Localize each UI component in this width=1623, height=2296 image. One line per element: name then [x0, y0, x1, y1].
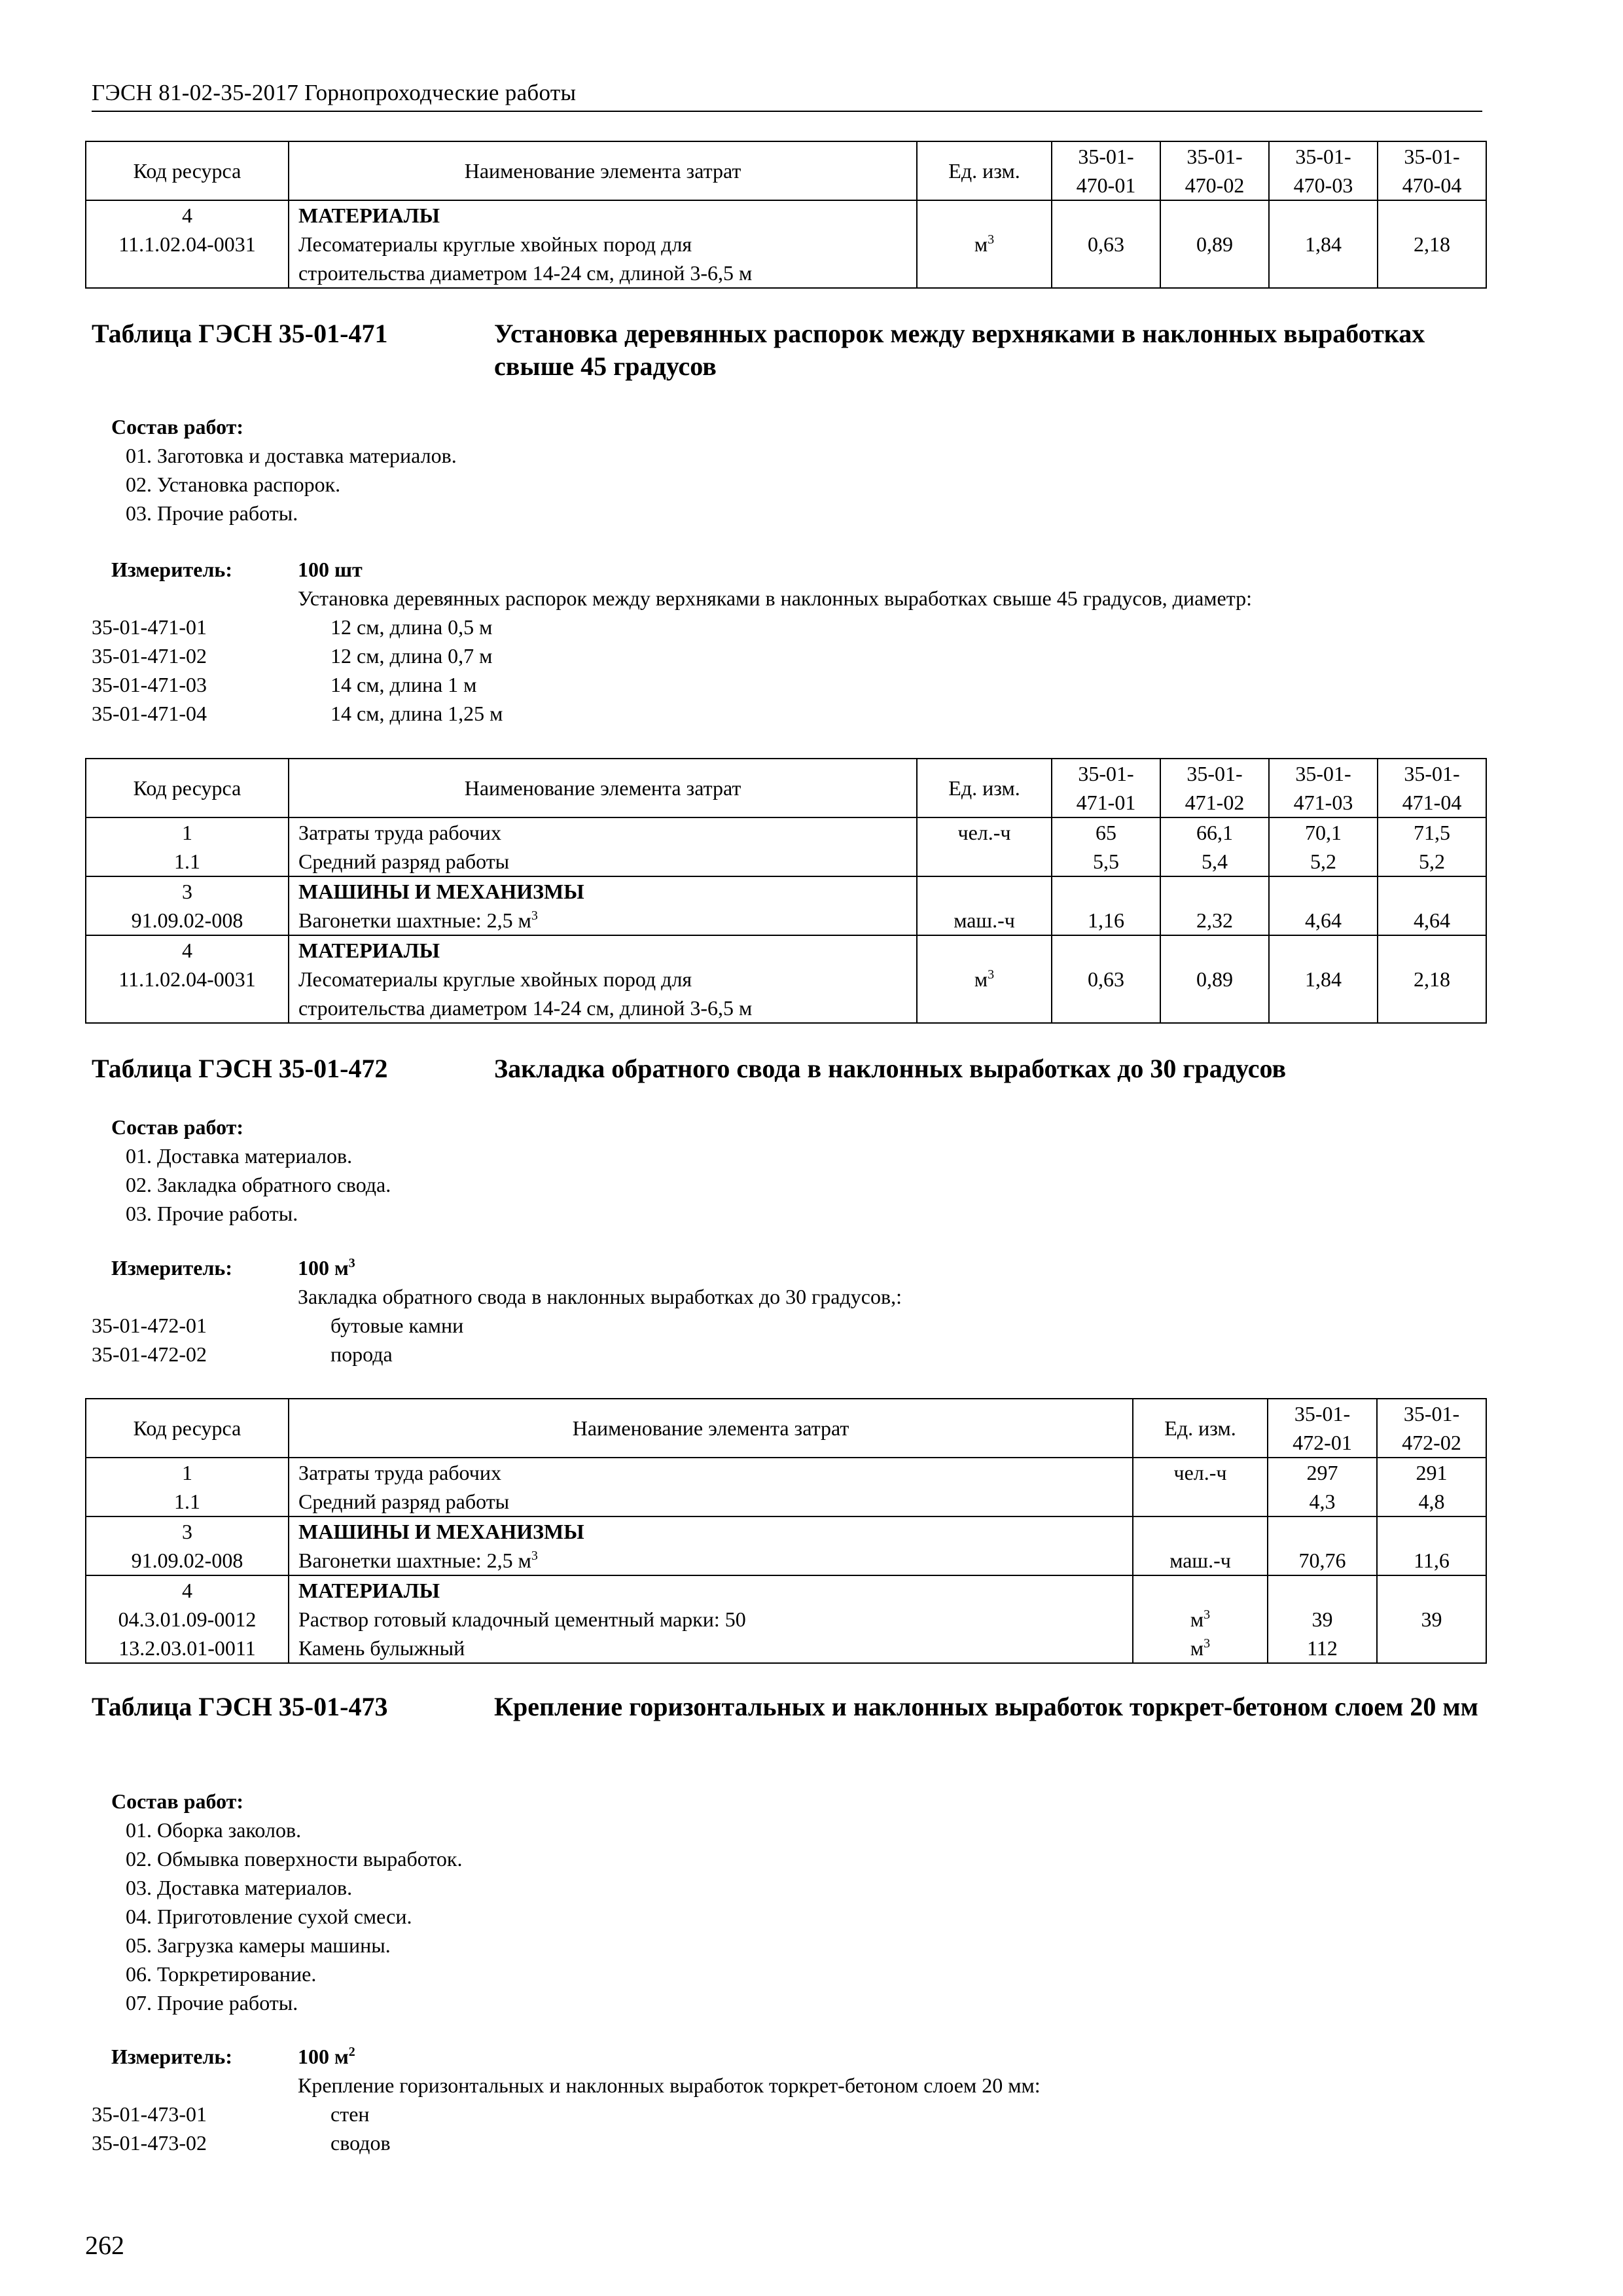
header-col-4: 35-01- 470-04	[1378, 141, 1486, 200]
table-row: 4 04.3.01.09-0012 13.2.03.01-0011 МАТЕРИАЛЫ Раствор готовый кладочный цементный марки: 50 Камень булыжный $м^3$ $м^3$ 39 112 39	[86, 1575, 1486, 1663]
table-row	[86, 200, 1486, 288]
table-row: 1 1.1 Затраты труда рабочих Средний разряд работы чел.-ч 297 4,3 291 4,8	[86, 1458, 1486, 1516]
meter-description: Закладка обратного свода в наклонных выработках до 30 градусов,:	[298, 1285, 902, 1308]
value-col-3: 1,84	[1269, 200, 1378, 288]
composition-item: 03. Доставка материалов.	[126, 1876, 353, 1899]
resource-table-470	[85, 141, 1487, 289]
header-unit: Ед. изм.	[1133, 1399, 1268, 1458]
header-col-1: 35-01- 470-01	[1052, 141, 1160, 200]
composition-item: 06. Торкретирование.	[126, 1962, 317, 1986]
page-number: 262	[85, 2231, 124, 2260]
table-number: Таблица ГЭСН 35-01-473	[92, 1692, 388, 1721]
header-col-2: 35-01- 472-02	[1377, 1399, 1486, 1458]
meter-description: Крепление горизонтальных и наклонных выработок торкрет-бетоном слоем 20 мм:	[298, 2073, 1041, 2097]
header-col-3: 35-01- 471-03	[1269, 759, 1378, 817]
meter-block-472: Измеритель: 100 $м^3$ Закладка обратного свода в наклонных выработках до 30 градусов,: 35-01-472-01 бутовые камни 35-01-472-02 порода	[92, 1253, 1492, 1369]
header-col-2: 35-01- 470-02	[1160, 141, 1269, 200]
work-composition-472	[111, 1113, 391, 1228]
meter-block-473: Измеритель: 100 $м^2$ Крепление горизонтальных и наклонных выработок торкрет-бетоном слоем 20 мм: 35-01-473-01 стен 35-01-473-02 сводов	[92, 2042, 1492, 2157]
table-number: Таблица ГЭСН 35-01-472	[92, 1054, 388, 1083]
value-col-4: 2,18	[1378, 200, 1486, 288]
composition-heading: Состав работ:	[111, 1789, 244, 1813]
table-title: Установка деревянных распорок между верхняками в наклонных выработках свыше 45 градусов	[494, 319, 1425, 381]
table-row: 4 11.1.02.04-0031 МАТЕРИАЛЫ Лесоматериалы круглые хвойных пород для строительства диаметром 14-24 см, длиной 3-6,5 м $м^3$ 0,63 0,89 1,84 2,18	[86, 935, 1486, 1023]
resource-code: 11.1.02.04-0031	[118, 232, 256, 256]
header-code: Код ресурса	[86, 141, 289, 200]
header-code: Код ресурса	[86, 759, 289, 817]
running-header: ГЭСН 81-02-35-2017 Горнопроходческие работы	[92, 77, 1482, 112]
composition-item: 01. Доставка материалов.	[126, 1144, 353, 1168]
value-col-2: 0,89	[1160, 200, 1269, 288]
meter-value: 100 $м^3$	[298, 1256, 355, 1280]
composition-item: 04. Приготовление сухой смеси.	[126, 1905, 412, 1928]
section-code: 4	[182, 204, 192, 227]
header-unit: Ед. изм.	[917, 759, 1052, 817]
meter-label: Измеритель:	[111, 2045, 232, 2068]
table-row: 1 1.1 Затраты труда рабочих Средний разряд работы чел.-ч 65 5,5 66,1 5,4 70,1 5,2 71,5 5,2	[86, 817, 1486, 876]
meter-block-471: Измеритель: 100 шт Установка деревянных распорок между верхняками в наклонных выработках свыше 45 градусов, диаметр: 35-01-471-01 12 см, длина 0,5 м 35-01-471-02 12 см, длина 0,7 м 35-01-471-03 14 см, длина 1 м 35-01-471-04 14 см, длина 1,25 м	[92, 555, 1492, 728]
composition-item: 01. Оборка заколов.	[126, 1818, 302, 1842]
table-header-row	[86, 141, 1486, 200]
meter-description: Установка деревянных распорок между верхняками в наклонных выработках свыше 45 градусов, диаметр:	[298, 586, 1252, 610]
header-unit: Ед. изм.	[917, 141, 1052, 200]
meter-label: Измеритель:	[111, 1256, 232, 1280]
section-title: МАТЕРИАЛЫ	[298, 204, 440, 227]
work-composition-473	[111, 1787, 462, 2017]
composition-heading: Состав работ:	[111, 1115, 244, 1139]
resource-table-471	[85, 758, 1487, 1024]
header-name: Наименование элемента затрат	[289, 141, 917, 200]
resource-name-line-1: Лесоматериалы круглые хвойных пород для	[298, 232, 692, 256]
composition-item: 02. Закладка обратного свода.	[126, 1173, 391, 1196]
table-row: 3 91.09.02-008 МАШИНЫ И МЕХАНИЗМЫ Вагонетки шахтные: 2,5 $м^3$ маш.-ч 70,76 11,6	[86, 1516, 1486, 1575]
resource-name-line-2: строительства диаметром 14-24 см, длиной 3-6,5 м	[298, 261, 753, 285]
work-composition-471	[111, 412, 457, 528]
table-473-heading	[92, 1691, 1495, 1756]
table-row: 3 91.09.02-008 МАШИНЫ И МЕХАНИЗМЫ Вагонетки шахтные: 2,5 $м^3$ маш.-ч 1,16 2,32 4,64 4,64	[86, 876, 1486, 935]
value-col-1: 0,63	[1052, 200, 1160, 288]
composition-item: 02. Установка распорок.	[126, 473, 341, 496]
table-472-heading	[92, 1052, 1495, 1085]
resource-table-472	[85, 1398, 1487, 1664]
composition-item: 02. Обмывка поверхности выработок.	[126, 1847, 463, 1871]
table-header-row	[86, 1399, 1486, 1458]
table-title: Закладка обратного свода в наклонных выработках до 30 градусов	[494, 1054, 1287, 1083]
header-name: Наименование элемента затрат	[289, 1399, 1133, 1458]
composition-item: 03. Прочие работы.	[126, 1202, 298, 1225]
table-number: Таблица ГЭСН 35-01-471	[92, 319, 388, 348]
meter-label: Измеритель:	[111, 558, 232, 581]
header-code: Код ресурса	[86, 1399, 289, 1458]
composition-item: 01. Заготовка и доставка материалов.	[126, 444, 457, 467]
table-title: Крепление горизонтальных и наклонных выработок торкрет-бетоном слоем 20 мм	[494, 1692, 1478, 1721]
meter-value: 100 шт	[298, 558, 363, 581]
header-col-4: 35-01- 471-04	[1378, 759, 1486, 817]
header-col-1: 35-01- 471-01	[1052, 759, 1160, 817]
composition-item: 03. Прочие работы.	[126, 501, 298, 525]
composition-item: 05. Загрузка камеры машины.	[126, 1933, 391, 1957]
header-col-1: 35-01- 472-01	[1268, 1399, 1377, 1458]
composition-item: 07. Прочие работы.	[126, 1991, 298, 2015]
header-col-2: 35-01- 471-02	[1160, 759, 1269, 817]
header-col-3: 35-01- 470-03	[1269, 141, 1378, 200]
header-name: Наименование элемента затрат	[289, 759, 917, 817]
table-470-continuation	[85, 141, 1486, 289]
meter-value: 100 $м^2$	[298, 2045, 355, 2068]
composition-heading: Состав работ:	[111, 415, 244, 439]
table-header-row	[86, 759, 1486, 817]
table-472-container	[85, 1398, 1486, 1664]
resource-unit: $м^3$	[917, 200, 1052, 288]
table-471-heading	[92, 317, 1495, 383]
table-471-container	[85, 758, 1486, 1024]
